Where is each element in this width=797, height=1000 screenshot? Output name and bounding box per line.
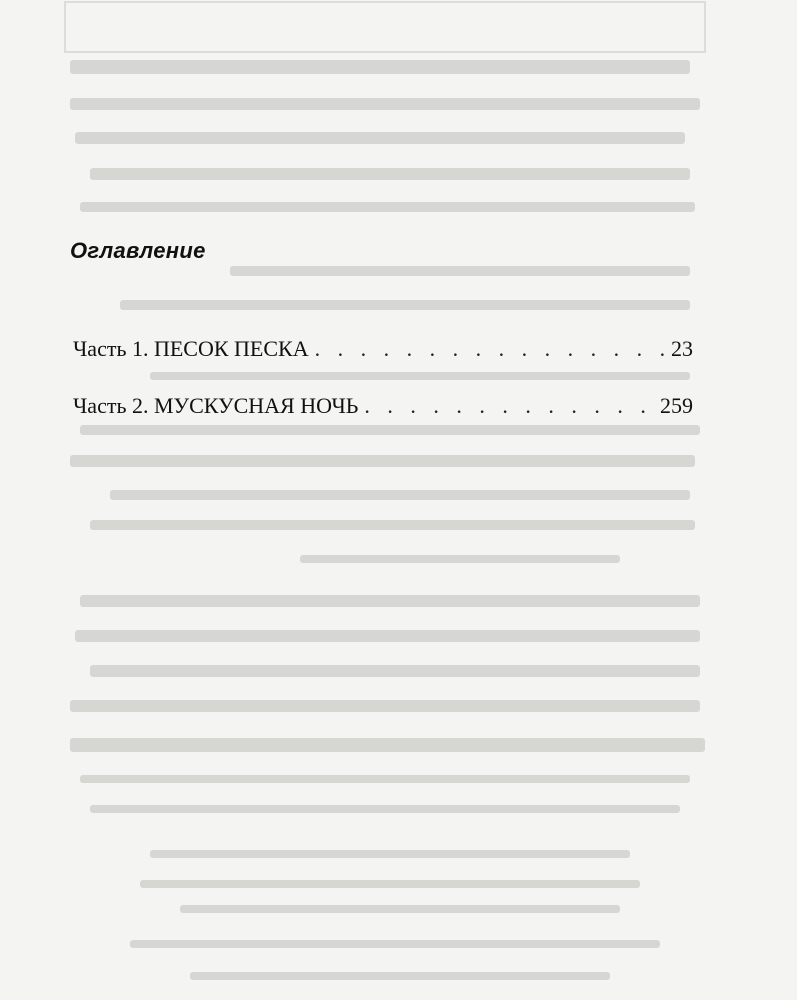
toc-leader-dots bbox=[364, 393, 654, 419]
toc-entry-page: 23 bbox=[671, 336, 693, 361]
toc-entry-title: Часть 2. МУСКУСНАЯ НОЧЬ bbox=[73, 393, 359, 418]
toc-entry-part-2 bbox=[73, 393, 693, 419]
toc-leader-dots bbox=[315, 336, 665, 362]
toc-entry-part-1 bbox=[73, 336, 693, 362]
toc-entry-page: 259 bbox=[660, 393, 693, 418]
toc-entry-title: Часть 1. ПЕСОК ПЕСКА bbox=[73, 336, 309, 361]
toc-heading: Оглавление bbox=[70, 238, 206, 263]
